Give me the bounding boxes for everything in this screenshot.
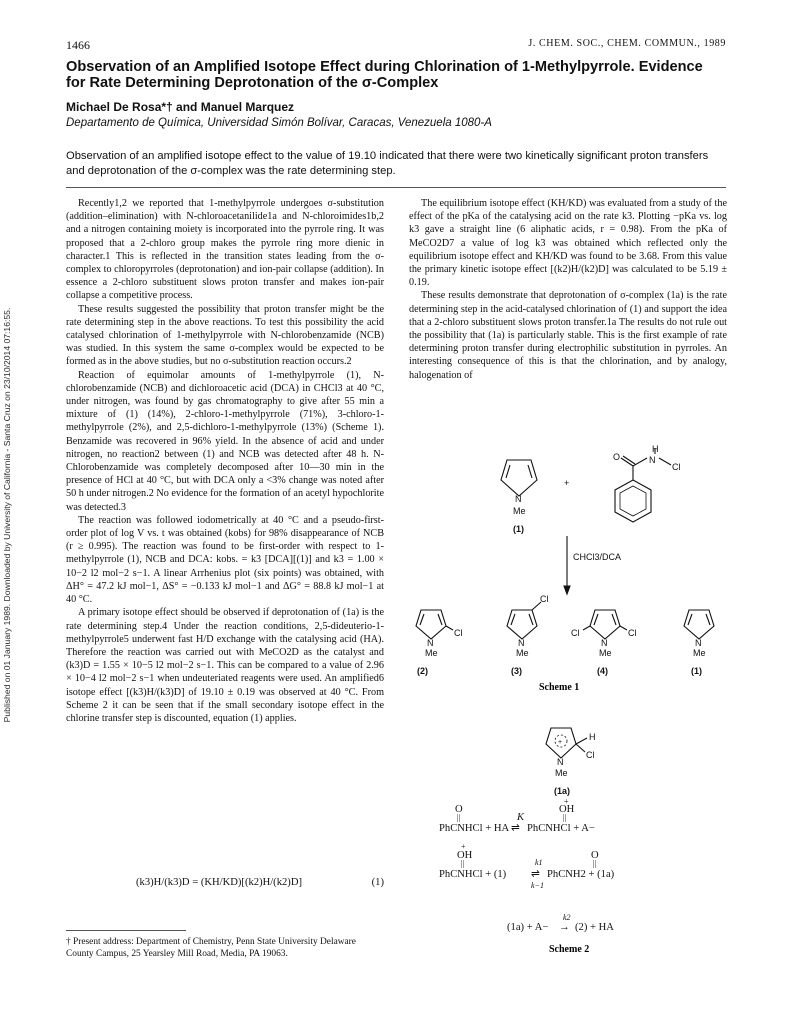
atom-n: N	[427, 638, 434, 648]
reaction-conditions: CHCl3/DCA	[573, 552, 622, 562]
svg-text:||: ||	[593, 859, 597, 868]
atom-cl: Cl	[454, 628, 463, 638]
footnote: † Present address: Department of Chemistry, Penn State University Delaware County Campus, 25 Yearsley Mill Road, Media, PA 19063.	[66, 937, 356, 959]
equation-1-number: (1)	[371, 877, 384, 888]
equilibrium-arrow: ⇌	[531, 869, 540, 880]
svg-text:||: ||	[563, 813, 567, 822]
right-column	[409, 197, 727, 382]
atom-cl: Cl	[540, 594, 549, 604]
body-paragraph: The reaction was followed iodometrically at 40 °C and a pseudo-first-order plot of log V vs. t was obtained (kobs) for 98% disappearance of NCB (r ≥ 0.995). The reaction was found to be first-order with respect to 1-methylpyrrole (1), NCB and DCA: kobs. = k3 [DCA][(1)] and k3 = 1.00 × 10−2 l2 mol−2 s−1. A linear Arrhenius plot (six points) was obtained, with ΔH° = 47.2 kJ mol−1, ΔS° = −0.133 kJ mol−1 and ΔG° = 88.8 kJ mol−1 at 40 °C.	[66, 514, 384, 606]
atom-me: Me	[516, 648, 529, 658]
atom-cl: Cl	[672, 462, 681, 472]
compound-label: (1a)	[554, 786, 571, 796]
reaction-a-left: PhCNHCl + HA	[439, 823, 510, 834]
body-paragraph: Reaction of equimolar amounts of 1-methylpyrrole (1), N-chlorobenzamide (NCB) and dichloroacetic acid (DCA) in CHCl3 at 40 °C, under nitrogen, was found by gas chromatography to give after 55 min a mixture of (1) (14%), 2-chloro-1-methylpyrrole (71%), 3-chloro-1-methylpyrrole (2%), and 2,5-dichloro-1-methylpyrrole (13%) (Scheme 1). Benzamide was recovered in 96% yield. In the absence of acid and under nitrogen, no reaction2 between (1) and NCB was detected after 48 h. N-Chlorobenzamide was completely decomposed after 10—30 min in the presence of HCl at 40 °C, but with DCA only a <3% change was noted after 50 h under nitrogen.2 No evidence for the formation of an acetyl hypochlorite was detected.3	[66, 369, 384, 513]
compound-label: (1)	[513, 524, 524, 534]
charge-plus: +	[558, 739, 563, 746]
reaction-b-left: PhCNHCl + (1)	[439, 869, 507, 880]
reaction-b-right: PhCNH2 + (1a)	[547, 869, 615, 880]
compound-label: (2)	[417, 666, 428, 676]
body-paragraph: A primary isotope effect should be observed if deprotonation of (1a) is the rate determining step.4 Under the reaction conditions, 2,5-dideuterio-1-methylpyrrole5 underwent fast H/D exchange with the catalysing acid (HA). Therefore the reaction was carried out with MeCO2D as the catalyst and (k3)D = 1.55 × 10−5 l2 mol−2 s−1. This can be compared to a value of 2.96 × 10−4 l2 mol−2 s−1 when undeuteriated reagents were used. An amplified6 isotope effect [(k3)H/(k3)D] of 19.10 ± 0.19 was observed at 40 °C. From Scheme 2 it can be seen that if the small secondary isotope effect in the chlorine transfer step is discounted, equation (1) applies.	[66, 607, 384, 724]
article-abstract: Observation of an amplified isotope effect to the value of 19.10 indicated that there were two kinetically significant proton transfers and deprotonation of the σ-complex was the rate determining step.	[66, 150, 709, 177]
product-4-structure	[583, 610, 627, 639]
header-rule	[66, 187, 726, 188]
atom-n: N	[515, 494, 522, 504]
svg-text:||: ||	[457, 813, 461, 822]
atom-n: N	[695, 638, 702, 648]
carbonyl-o: O	[591, 850, 599, 861]
reaction-c-right: (2) + HA	[575, 922, 614, 933]
atom-h: H	[589, 732, 596, 742]
product-1-structure	[684, 610, 714, 639]
equilibrium-arrow: ⇌	[511, 823, 520, 834]
sigma-complex-structure	[546, 728, 587, 758]
charge-plus: +	[461, 842, 466, 851]
atom-h: H	[652, 444, 659, 454]
atom-cl: Cl	[571, 628, 580, 638]
reaction-c-left: (1a) + A−	[507, 922, 549, 933]
product-3-structure	[507, 602, 541, 639]
download-notice: Published on 01 January 1989. Downloaded by University of California - Santa Cruz on 23/10/2014 07:16:55.	[2, 307, 12, 723]
atom-n: N	[649, 455, 656, 465]
pyrrole-structure	[501, 460, 537, 496]
rate-k-minus-1: k−1	[531, 881, 544, 890]
plus-sign: +	[564, 478, 570, 488]
body-paragraph: These results suggested the possibility that proton transfer might be the rate determining step in the above reactions. To test this possibility the acid catalysed chlorination of 1-methylpyrrole with N-chlorobenzamide (NCB) was studied. In this system the same σ-complex would be expected to be formed as in the above studies, but no σ-substitution reaction occurs.2	[66, 303, 384, 368]
compound-label: (1)	[691, 666, 702, 676]
atom-cl: Cl	[628, 628, 637, 638]
body-paragraph: These results demonstrate that deprotonation of σ-complex (1a) is the rate determining step in the acid-catalysed chlorination of (1) and support the idea that a 2-chloro substituent slows proton transfer.1a The results do not rule out the possibility that (1a) is particularly stable. This is the first example of rate determining proton transfer during electrophilic substitution in pyrroles. An interesting consequence of this is that the chlorination, and by analogy, halogenation of	[409, 290, 727, 381]
charge-plus: +	[564, 797, 569, 806]
article-affiliation: Departamento de Química, Universidad Simón Bolívar, Caracas, Venezuela 1080-A	[66, 117, 492, 129]
atom-me: Me	[555, 768, 568, 778]
scheme-1-caption: Scheme 1	[539, 682, 580, 692]
atom-me: Me	[513, 506, 526, 516]
article-authors: Michael De Rosa*† and Manuel Marquez	[66, 100, 295, 114]
protonated-oh: OH	[457, 850, 473, 861]
atom-o: O	[613, 452, 621, 462]
atom-n: N	[518, 638, 525, 648]
protonated-oh: OH	[559, 804, 575, 815]
carbonyl-o: O	[455, 804, 463, 815]
compound-label: (3)	[511, 666, 522, 676]
scheme-1-figure	[409, 430, 727, 692]
atom-cl: Cl	[586, 750, 595, 760]
journal-reference: J. CHEM. SOC., CHEM. COMMUN., 1989	[528, 38, 726, 49]
atom-me: Me	[693, 648, 706, 658]
compound-label: (4)	[597, 666, 608, 676]
left-column	[66, 197, 384, 725]
rate-k1: k1	[535, 858, 543, 867]
atom-n: N	[601, 638, 608, 648]
scheme-2-figure	[409, 698, 727, 960]
equation-1-text: (k3)H/(k3)D = (KH/KD)[(k2)H/(k2)D]	[136, 877, 303, 888]
scheme-2-caption: Scheme 2	[549, 944, 590, 955]
reaction-arrow: →	[559, 922, 570, 933]
page-number: 1466	[66, 38, 90, 52]
equilibrium-k: K	[517, 812, 525, 823]
body-paragraph: The equilibrium isotope effect (KH/KD) was evaluated from a study of the effect of the pKa of the catalysing acid on the rate k3. Plotting −pKa vs. log k3 gave a straight line (6 aliphatic acids, r = 0.98). From the pKa of MeCO2D7 a value of log k3 was obtained which reflected only the equilibrium isotope effect and KH/KD was found to be 3.68. From this value the primary kinetic isotope effect [(k2)H/(k2)D] was calculated to be 5.19 ± 0.19.	[409, 198, 727, 289]
atom-me: Me	[599, 648, 612, 658]
reaction-a-right: PhCNHCl + A−	[527, 823, 595, 834]
footnote-rule	[66, 930, 186, 931]
atom-n: N	[557, 757, 564, 767]
product-2-structure	[416, 610, 453, 639]
atom-me: Me	[425, 648, 438, 658]
rate-k2: k2	[563, 913, 571, 922]
body-paragraph: Recently1,2 we reported that 1-methylpyrrole undergoes σ-substitution (addition–elimination) with N-chloroacetanilide1a and N-chloroimides1b,2 and a nitrogen containing moiety is incorporated into the pyrrole ring. It was proposed that a 2-chloro group makes the pyrrole ring more dienic in character.1 This is reflected in the transition states leading from the σ-complex to chloropyrroles (deprotonation) and ion-pair collapse (addition). In essence a 2-chloro substituent slows proton transfer and makes ion-pair collapse a competitive process.	[66, 198, 384, 302]
n-chlorobenzamide-structure	[615, 448, 671, 522]
svg-text:||: ||	[461, 859, 465, 868]
article-title: Observation of an Amplified Isotope Effect during Chlorination of 1-Methylpyrrole. Evidence for Rate Determining Deprotonation of the σ-Complex	[66, 59, 703, 91]
